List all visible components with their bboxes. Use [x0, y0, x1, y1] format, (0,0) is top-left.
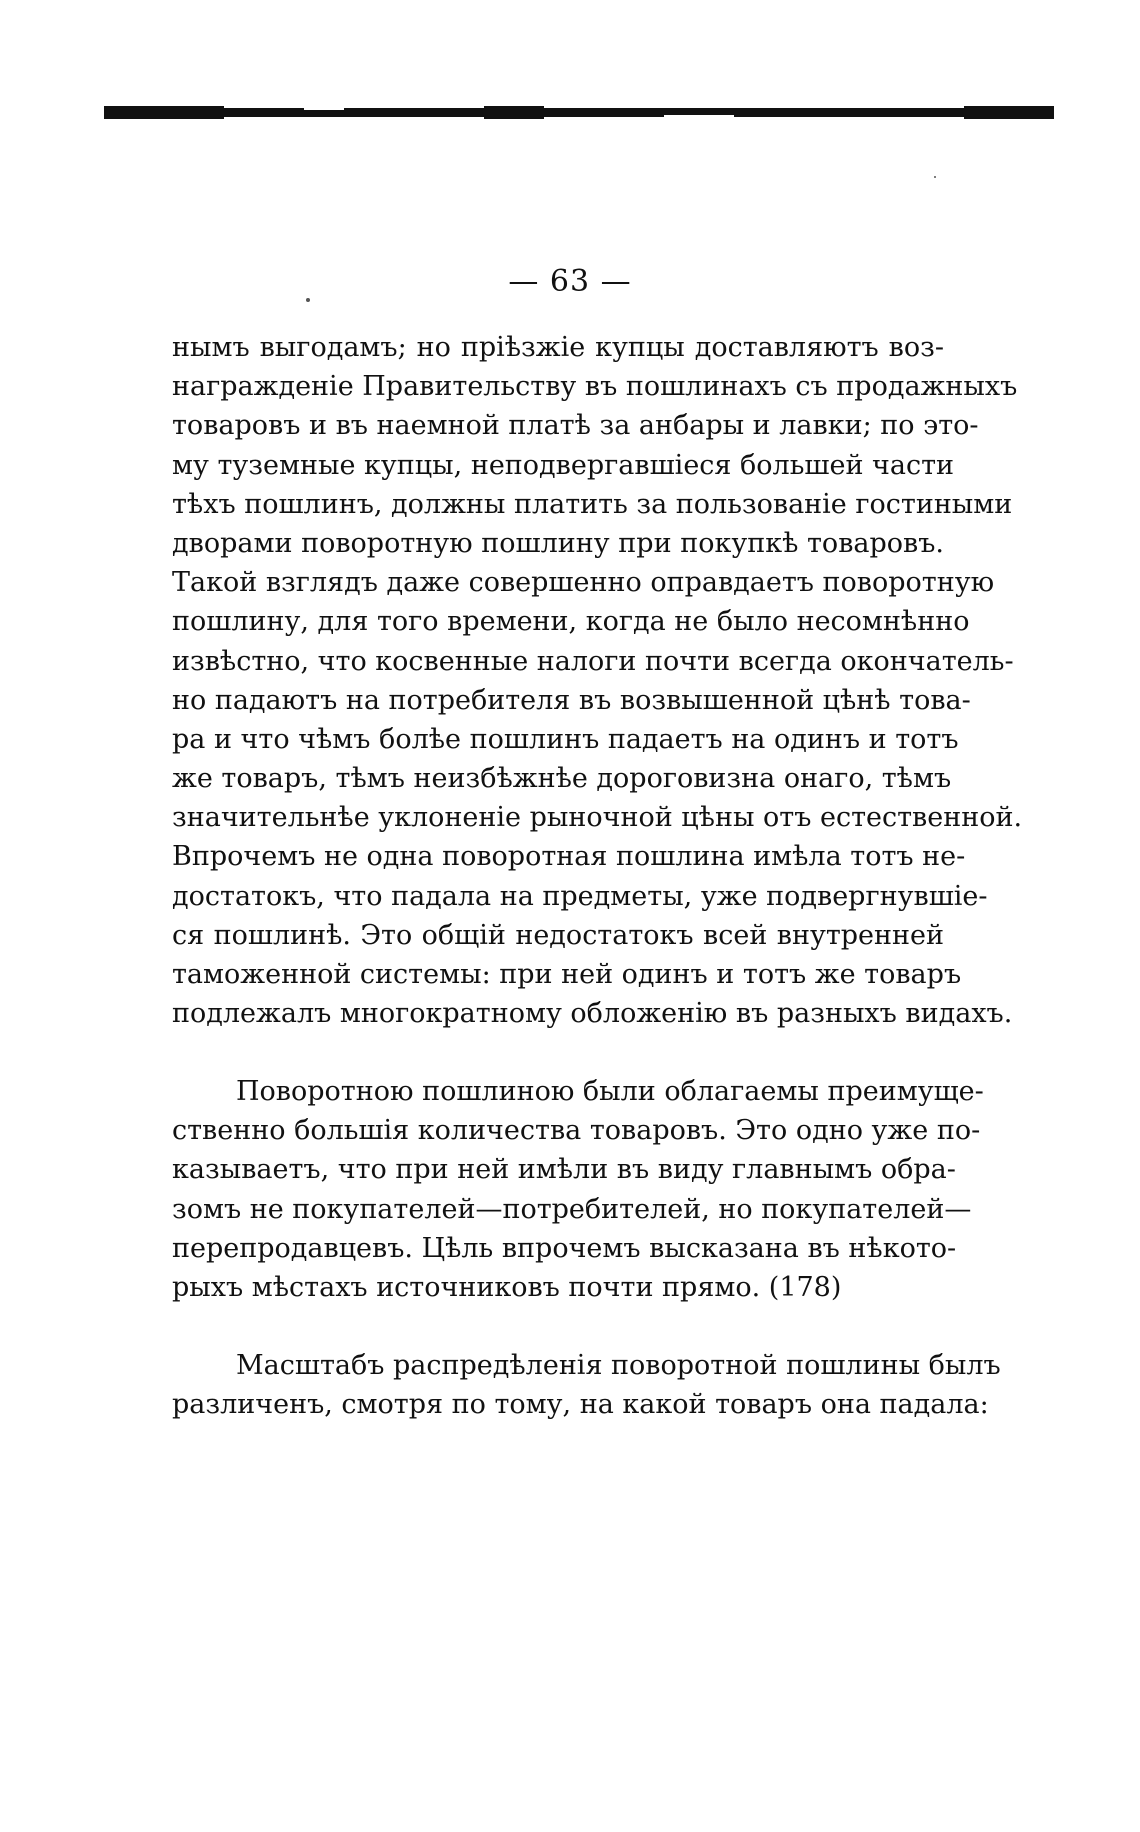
- text-line: зомъ не покупателей—потребителей, но покупателей—: [172, 1193, 972, 1225]
- text-line: пошлину, для того времени, когда не было несомнѣнно: [172, 606, 970, 638]
- text-line: но падаютъ на потребителя въ возвышенной цѣнѣ това-: [172, 684, 971, 716]
- text-line: различенъ, смотря по тому, на какой товаръ она падала:: [172, 1389, 989, 1421]
- text-line: ственно большія количества товаровъ. Это одно уже по-: [172, 1115, 981, 1147]
- text-line: извѣстно, что косвенные налоги почти всегда окончатель-: [172, 645, 1014, 677]
- text-line: достатокъ, что падала на предметы, уже подвергнувшіе-: [172, 880, 988, 912]
- paragraph-1: [172, 328, 1023, 1033]
- text-line: подлежалъ многократному обложенію въ разныхъ видахъ.: [172, 998, 1013, 1030]
- text-line: ся пошлинѣ. Это общій недостатокъ всей внутренней: [172, 919, 944, 951]
- text-line: таможенной системы: при ней одинъ и тотъ же товаръ: [172, 959, 962, 990]
- text-line: Масштабъ распредѣленія поворотной пошлины былъ: [236, 1350, 1001, 1381]
- paragraph-2: [172, 1072, 984, 1307]
- text-line: казываетъ, что при ней имѣли въ виду главнымъ обра-: [172, 1154, 956, 1186]
- text-line: нымъ выгодамъ; но пріѣзжіе купцы доставляютъ воз-: [172, 332, 944, 363]
- text-line: ра и что чѣмъ болѣе пошлинъ падаетъ на одинъ и тотъ: [172, 723, 959, 755]
- text-line: Такой взглядъ даже совершенно оправдаетъ поворотную: [172, 567, 995, 599]
- text-line: товаровъ и въ наемной платѣ за анбары и лавки; по это-: [172, 410, 979, 442]
- text-line: рыхъ мѣстахъ источниковъ почти прямо. (178): [172, 1271, 842, 1303]
- text-line: му туземные купцы, неподвергавшіеся большей части: [172, 449, 955, 481]
- text-line: значительнѣе уклоненіе рыночной цѣны отъ естественной.: [172, 802, 1023, 834]
- top-rule-divider: [104, 106, 1054, 119]
- text-line: награжденіе Правительству въ пошлинахъ съ продажныхъ: [172, 371, 1018, 403]
- text-line: тѣхъ пошлинъ, должны платить за пользованіе гостиными: [172, 488, 1013, 520]
- text-line: Впрочемъ не одна поворотная пошлина имѣла тотъ не-: [172, 841, 966, 873]
- ink-speck: [934, 176, 936, 178]
- text-line: Поворотною пошлиною были облагаемы преимуще-: [236, 1076, 984, 1107]
- page-number: — 63 —: [508, 264, 632, 299]
- text-line: перепродавцевъ. Цѣль впрочемъ высказана въ нѣкото-: [172, 1232, 957, 1264]
- text-line: же товаръ, тѣмъ неизбѣжнѣе дороговизна онаго, тѣмъ: [172, 763, 952, 795]
- paragraph-3: [172, 1346, 1001, 1424]
- text-line: дворами поворотную пошлину при покупкѣ товаровъ.: [172, 527, 944, 559]
